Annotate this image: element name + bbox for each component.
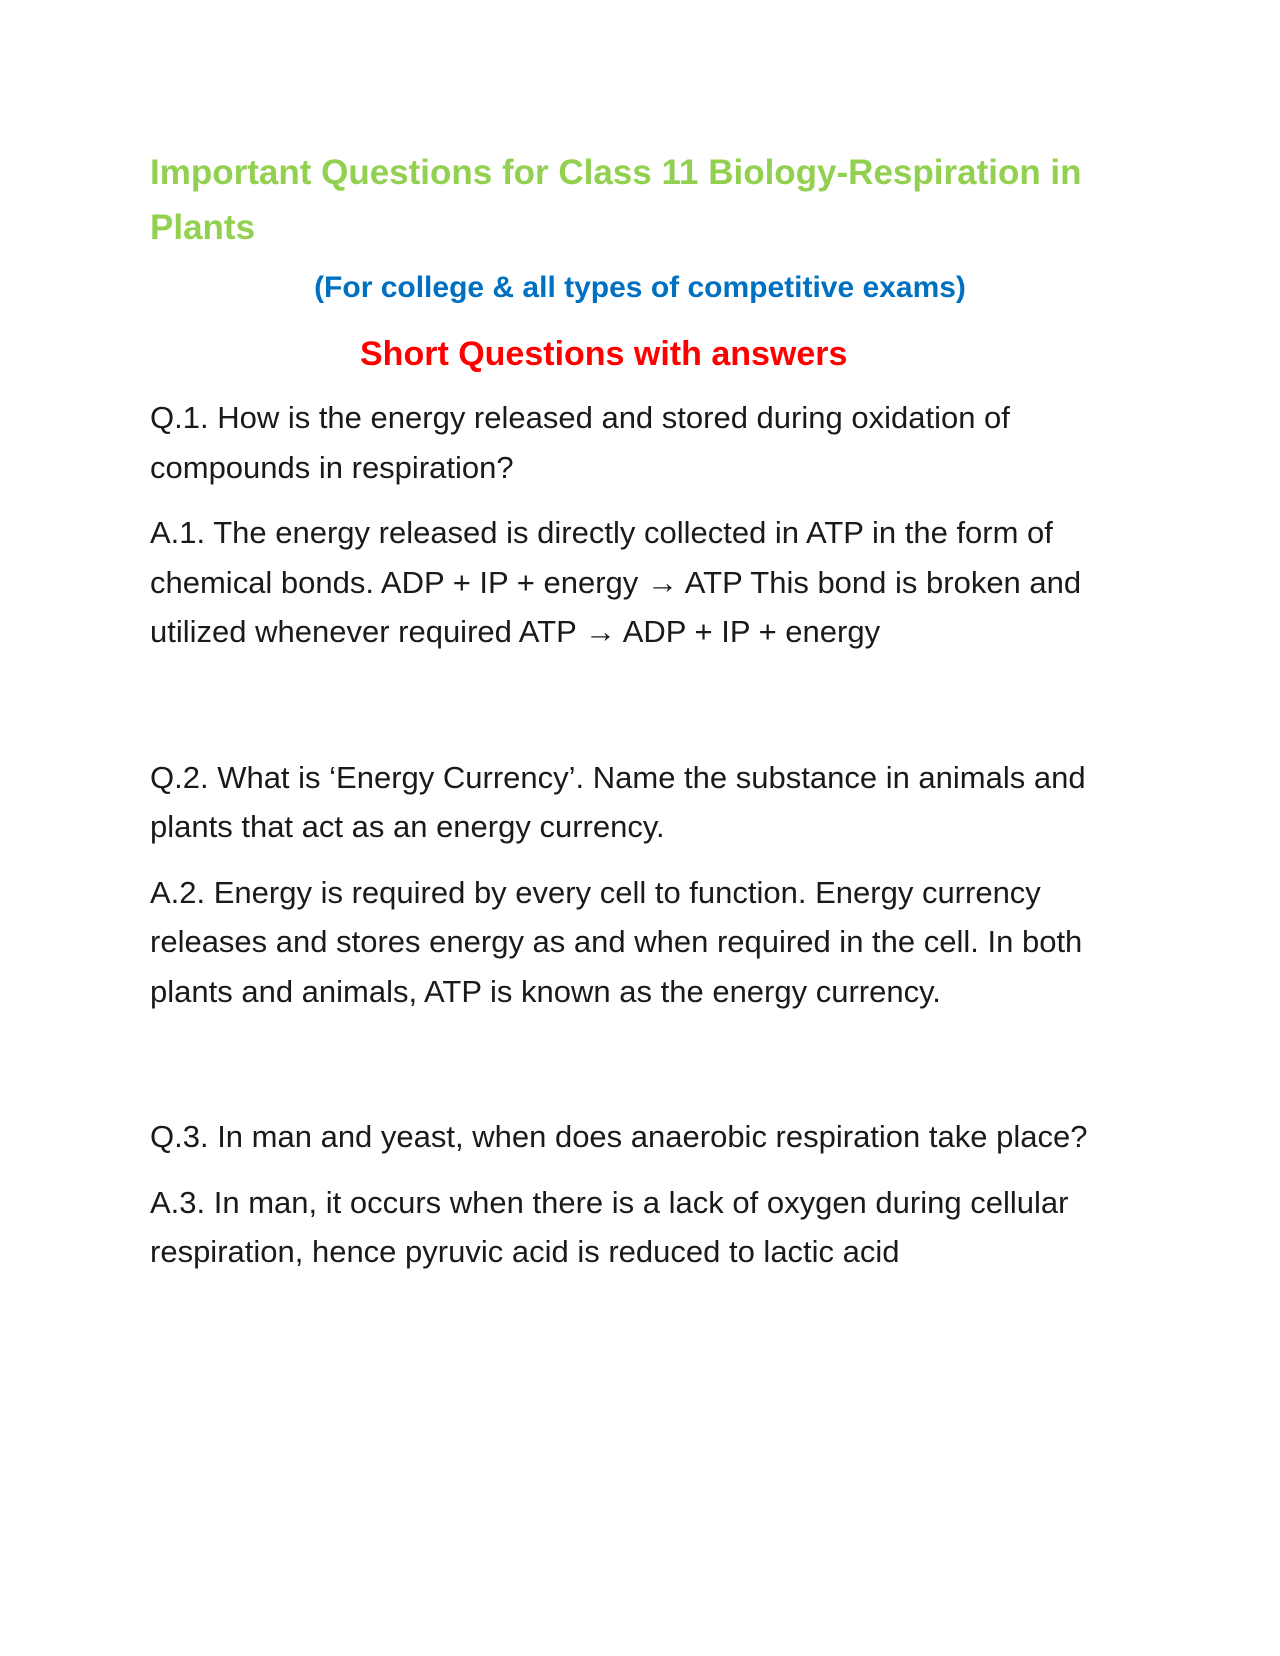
page-subtitle: (For college & all types of competitive exams)	[314, 271, 966, 304]
answer-2: A.2. Energy is required by every cell to function. Energy currency releases and stores energy as and when required in the cell. In both plants and animals, ATP is known as the energy currency.	[150, 874, 1083, 1009]
question-1: Q.1. How is the energy released and stored during oxidation of compounds in respiration?	[150, 400, 1010, 485]
section-heading: Short Questions with answers	[360, 335, 848, 373]
answer-3: A.3. In man, it occurs when there is a lack of oxygen during cellular respiration, hence pyruvic acid is reduced to lactic acid	[150, 1184, 1069, 1269]
page-title: Important Questions for Class 11 Biology-Respiration in Plants	[150, 153, 1082, 247]
answer-1: A.1. The energy released is directly collected in ATP in the form of chemical bonds. ADP + IP + energy → ATP This bond is broken and utilized whenever required ATP → ADP + IP + energy	[150, 515, 1082, 649]
question-2: Q.2. What is ‘Energy Currency’. Name the substance in animals and plants that act as an energy currency.	[150, 759, 1086, 844]
question-3: Q.3. In man and yeast, when does anaerobic respiration take place?	[150, 1119, 1088, 1154]
document-page	[150, 145, 1130, 1277]
